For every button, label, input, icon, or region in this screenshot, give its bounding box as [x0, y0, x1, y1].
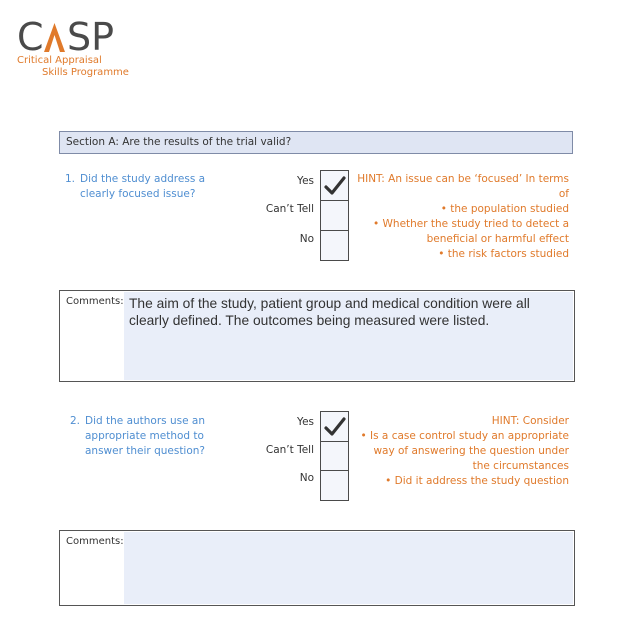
comment-text: The aim of the study, patient group and medical condition were all clearly defined. The outcomes being measured were listed. [129, 296, 530, 328]
hint-bullet: • the population studied [440, 203, 569, 215]
option-cant-tell-label: Can’t Tell [265, 444, 314, 456]
question-number: 1. [65, 173, 76, 185]
check-icon [324, 417, 346, 437]
hint-2 [355, 414, 569, 489]
question-1 [65, 172, 225, 202]
comment-label: Comments: [66, 536, 124, 547]
hint-line: HINT: An issue can be ‘focused’ In terms of [357, 173, 569, 200]
section-header: Section A: Are the results of the trial valid? [59, 131, 573, 154]
hint-bullet: • the risk factors studied [438, 248, 569, 260]
question-text: Did the authors use an appropriate method to answer their question? [85, 415, 206, 457]
option-yes-label: Yes [297, 416, 314, 428]
option-cant-tell-label: Can’t Tell [265, 203, 314, 215]
hint-line: HINT: Consider [491, 415, 569, 427]
hint-line: way of answering the question under [373, 445, 569, 457]
check-icon [324, 176, 346, 196]
option-no-label: No [299, 472, 314, 484]
checkbox-cant-tell[interactable] [320, 441, 349, 472]
hint-line: the circumstances [472, 460, 569, 472]
comment-box-2 [59, 530, 575, 606]
option-yes-label: Yes [297, 175, 314, 187]
hint-bullet: • Whether the study tried to detect a [373, 218, 569, 230]
logo-subtitle [17, 55, 129, 79]
comment-field-1[interactable] [124, 292, 573, 380]
question-2 [70, 414, 230, 459]
checkbox-yes[interactable] [320, 170, 349, 201]
checkbox-yes[interactable] [320, 411, 349, 442]
comment-field-2[interactable] [124, 532, 573, 604]
checkbox-no[interactable] [320, 230, 349, 261]
comment-box-1 [59, 290, 575, 382]
casp-logo [17, 17, 117, 55]
logo-letters-sp: SP [67, 17, 115, 55]
logo-letter-c: C [17, 17, 44, 55]
logo-subtitle-line2: Skills Programme [42, 67, 129, 78]
question-text: Did the study address a clearly focused issue? [80, 173, 206, 200]
question-number: 2. [70, 415, 81, 427]
checkbox-cant-tell[interactable] [320, 200, 349, 231]
hint-line: beneficial or harmful effect [426, 233, 569, 245]
hint-bullet: • Did it address the study question [385, 475, 569, 487]
logo-a-chevron-icon [44, 23, 65, 52]
option-no-label: No [299, 233, 314, 245]
checkbox-no[interactable] [320, 470, 349, 501]
hint-bullet: • Is a case control study an appropriate [360, 430, 569, 442]
hint-1 [355, 172, 569, 262]
logo-subtitle-line1: Critical Appraisal [17, 55, 102, 66]
comment-label: Comments: [66, 296, 124, 307]
